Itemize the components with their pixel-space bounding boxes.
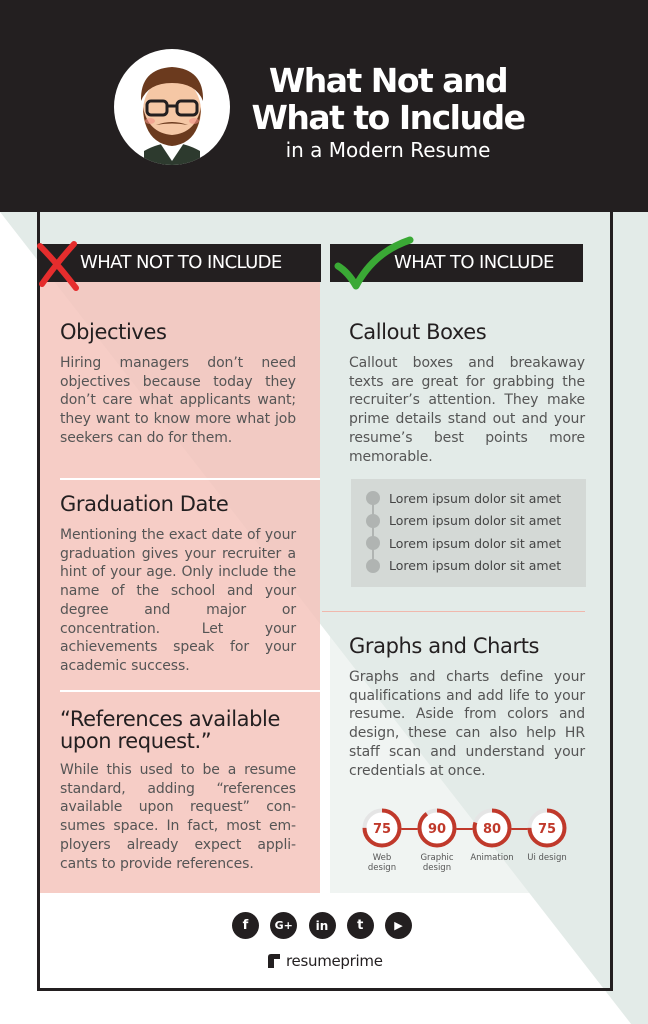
subtitle: in a Modern Resume: [285, 138, 491, 162]
gauge-label-line-1: Ui design: [527, 853, 567, 863]
graphs-charts-body: Graphs and charts define your qualifications and add life to your resume. Aside from colors and design, these can also help HR staff scan and understand your credentials at once.: [349, 669, 585, 779]
gauge-value: 75: [537, 822, 557, 837]
gauge-label: [522, 853, 572, 863]
title-line-1: What Not and: [268, 61, 508, 100]
gauge-ring: [415, 806, 459, 850]
red-x-icon: [36, 240, 80, 292]
callout-item: [366, 532, 561, 555]
include-label: WHAT TO INCLUDE: [330, 244, 583, 282]
header: [0, 0, 648, 212]
callout-item-text: Lorem ipsum dolor sit amet: [389, 558, 562, 574]
social-links: [232, 912, 412, 940]
brand-logo: [266, 950, 383, 972]
callout-item: [366, 510, 561, 533]
references-body: While this used to be a resume standard, adding “references available upon request” con-sumes space. In fact, most em-ployers already expect appli-cants to provide references.: [60, 762, 296, 872]
gauge-animation: [467, 806, 517, 863]
references-title-line-1: “References available: [60, 707, 280, 731]
section-graduation-date: [60, 491, 296, 676]
graduation-date-body: Mentioning the exact date of your graduation gives your recruiter a hint of your age. Only include the name of the school and your degree and major or concentration. Let your achievements speak for your academic success.: [60, 527, 296, 674]
gauge-label-line-1: Web: [372, 853, 392, 863]
gauge-label: [357, 853, 407, 873]
title-block: [238, 62, 538, 163]
bullet-icon: [366, 491, 380, 505]
callout-item: [366, 555, 561, 578]
gauge-label-line-2: design: [422, 863, 452, 873]
objectives-title: Objectives: [60, 320, 167, 344]
title-line-2: What to Include: [251, 98, 525, 137]
bearded-man-icon: [114, 49, 230, 165]
callout-item-text: Lorem ipsum dolor sit amet: [389, 513, 562, 529]
graphs-charts-title: Graphs and Charts: [349, 634, 540, 658]
skill-gauges: [360, 806, 592, 886]
callout-boxes-title: Callout Boxes: [349, 320, 487, 344]
gauge-label-line-1: Graphic: [420, 853, 454, 863]
gauge-ring: [360, 806, 404, 850]
references-title-line-2: upon request.”: [60, 729, 212, 753]
gauge-label-line-2: design: [367, 863, 397, 873]
callout-box: [351, 479, 586, 587]
divider: [322, 611, 585, 612]
resumeprime-logo-icon: [266, 953, 282, 969]
gauge-ring: [525, 806, 569, 850]
linkedin-icon[interactable]: in: [309, 912, 336, 939]
objectives-body: Hiring managers don’t need objectives because today they don’t care what applicants want; they want to know more what job seekers can do for them.: [60, 355, 296, 446]
avatar: [114, 49, 230, 165]
section-callout-boxes: [349, 319, 585, 466]
graduation-date-title: Graduation Date: [60, 492, 229, 516]
callout-boxes-body: Callout boxes and breakaway texts are great for grabbing the recruiter’s attention. They make prime details stand out and your resume’s best points more memorable.: [349, 355, 585, 465]
gauge-value: 80: [482, 822, 502, 837]
bullet-icon: [366, 559, 380, 573]
bullet-icon: [366, 514, 380, 528]
bullet-icon: [366, 536, 380, 550]
gauge-value: 75: [372, 822, 392, 837]
twitter-icon[interactable]: t: [347, 912, 374, 939]
references-title: [60, 708, 296, 752]
gauge-label: [467, 853, 517, 863]
divider: [60, 478, 320, 480]
green-check-icon: [334, 236, 414, 292]
youtube-icon[interactable]: ▶: [385, 912, 412, 939]
section-graphs-charts: [349, 633, 585, 780]
gauge-graphic-design: [412, 806, 462, 873]
gauge-ui-design: [522, 806, 572, 863]
facebook-icon[interactable]: f: [232, 912, 259, 939]
callout-item-text: Lorem ipsum dolor sit amet: [389, 490, 562, 506]
google-plus-icon[interactable]: G+: [270, 912, 297, 939]
section-objectives: [60, 319, 296, 448]
callout-item-text: Lorem ipsum dolor sit amet: [389, 535, 562, 551]
divider: [60, 690, 320, 692]
not-include-label: WHAT NOT TO INCLUDE: [40, 244, 321, 282]
gauge-label: [412, 853, 462, 873]
brand-name: resumeprime: [286, 952, 383, 970]
gauge-label-line-1: Animation: [470, 853, 514, 863]
gauge-ring: [470, 806, 514, 850]
gauge-value: 90: [427, 822, 447, 837]
section-references: [60, 708, 296, 873]
gauge-web-design: [357, 806, 407, 873]
callout-item: [366, 487, 561, 510]
